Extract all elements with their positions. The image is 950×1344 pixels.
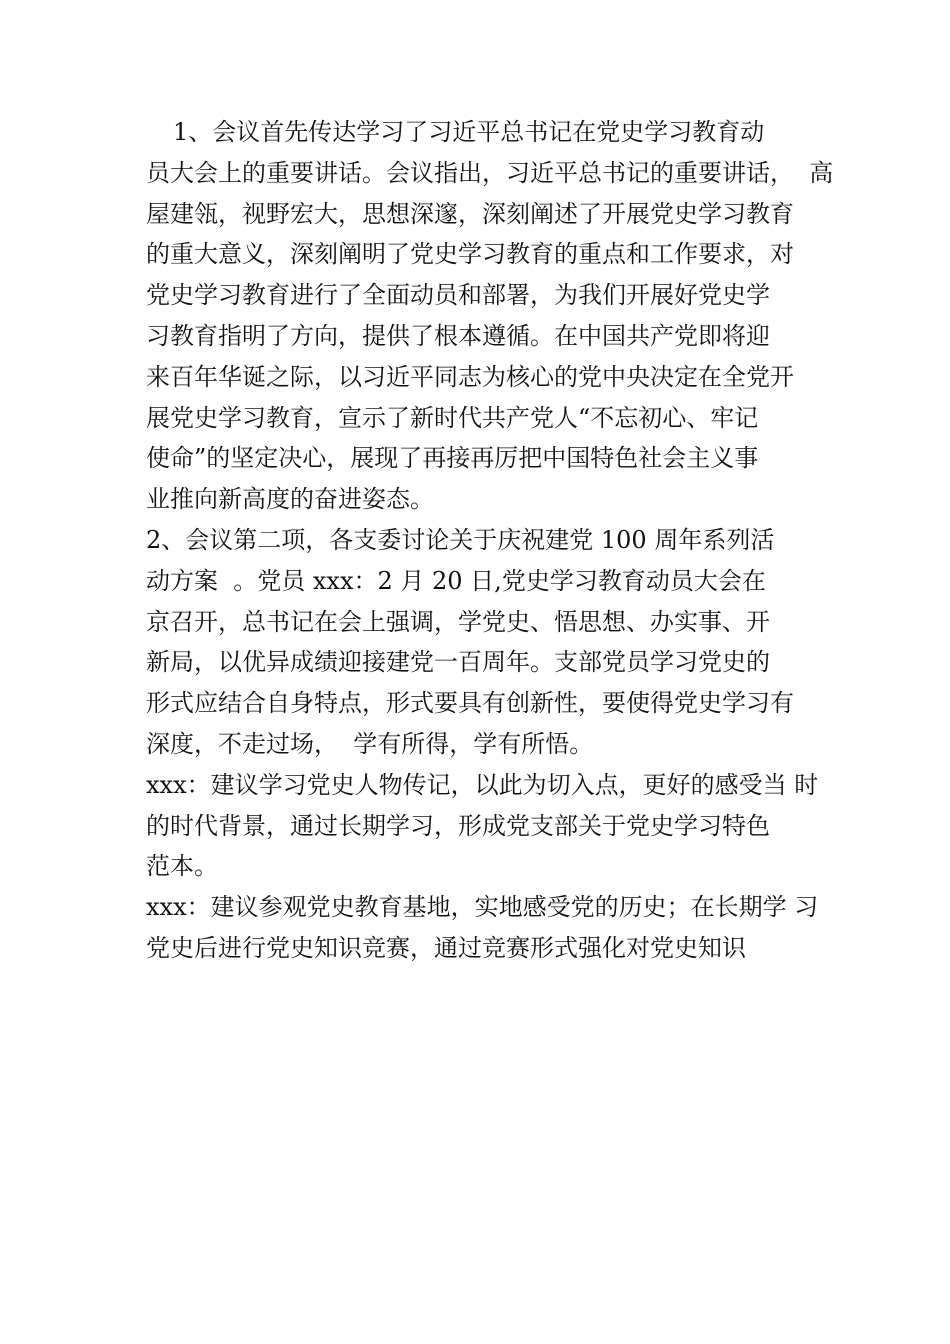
text-line: 新局，以优异成绩迎接建党一百周年。支部党员学习党史的: [146, 648, 770, 677]
text-line: 的重大意义，深刻阐明了党史学习教育的重点和工作要求，对: [146, 240, 794, 269]
text-line: 员大会上的重要讲话。会议指出，习近平总书记的重要讲话， 高: [146, 158, 834, 187]
text-line: 范本。: [146, 852, 218, 881]
text-line: xxx：建议学习党史人物传记，以此为切入点，更好的感受当 时: [146, 770, 819, 799]
text-line: 的时代背景，通过长期学习，形成党支部关于党史学习特色: [146, 811, 770, 840]
text-line: 深度，不走过场， 学有所得，学有所悟。: [146, 729, 594, 758]
text-line: xxx：建议参观党史教育基地，实地感受党的历史；在长期学 习: [146, 893, 819, 922]
text-line: 屋建瓴，视野宏大，思想深邃，深刻阐述了开展党史学习教育: [146, 199, 794, 228]
text-line: 展党史学习教育，宣示了新时代共产党人“不忘初心、牢记: [146, 403, 759, 432]
text-line: 党史学习教育进行了全面动员和部署，为我们开展好党史学: [146, 281, 770, 310]
text-line: 京召开，总书记在会上强调，学党史、悟思想、办实事、开: [146, 607, 770, 636]
text-line: 使命”的坚定决心，展现了再接再厉把中国特色社会主义事: [146, 444, 759, 473]
text-line: 业推向新高度的奋进姿态。: [146, 485, 434, 514]
text-line: 形式应结合自身特点，形式要具有创新性，要使得党史学习有: [146, 689, 794, 718]
text-line: 习教育指明了方向，提供了根本遵循。在中国共产党即将迎: [146, 321, 770, 350]
text-line: 2、会议第二项，各支委讨论关于庆祝建党 100 周年系列活: [146, 525, 775, 554]
text-line: 党史后进行党史知识竞赛，通过竞赛形式强化对党史知识: [146, 933, 746, 962]
document-body: [146, 112, 834, 969]
text-line: 1、会议首先传达学习了习近平总书记在党史学习教育动: [173, 118, 765, 146]
text-line: 来百年华诞之际，以习近平同志为核心的党中央决定在全党开: [146, 362, 794, 391]
text-line: 动方案 。党员 xxx：2 月 20 日,党史学习教育动员大会在: [146, 566, 766, 595]
